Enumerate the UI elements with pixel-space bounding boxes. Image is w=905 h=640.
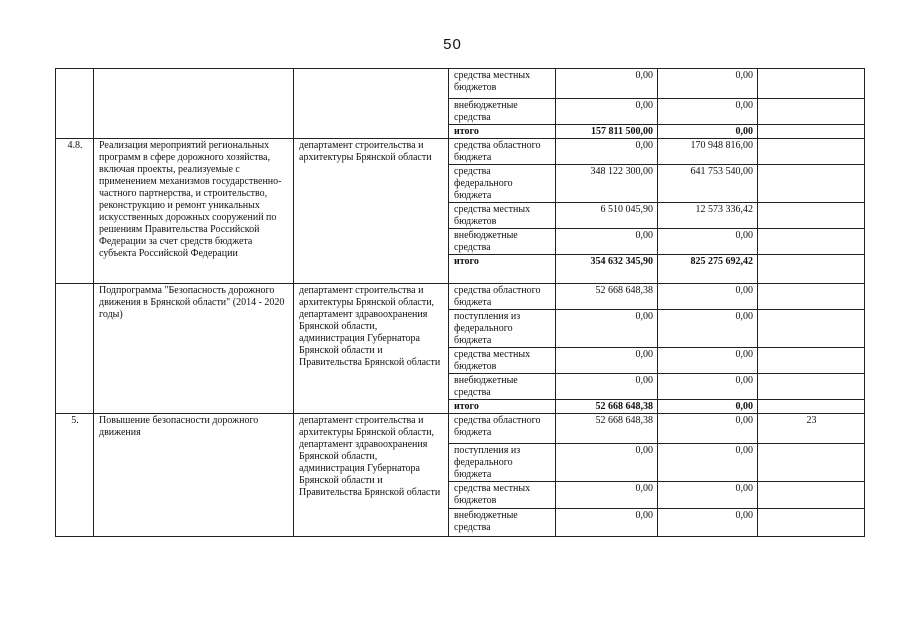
amount-year-2: 0,00 xyxy=(658,509,758,537)
budget-table xyxy=(55,68,865,537)
amount-year-2: 0,00 xyxy=(658,310,758,348)
amount-year-1: 52 668 648,38 xyxy=(556,400,658,414)
item-executor: департамент строительства и архитектуры Брянской области xyxy=(294,139,449,284)
indicator-value xyxy=(758,374,865,400)
amount-year-2: 825 275 692,42 xyxy=(658,255,758,284)
amount-year-1: 52 668 648,38 xyxy=(556,414,658,444)
amount-year-1: 0,00 xyxy=(556,310,658,348)
amount-year-2: 0,00 xyxy=(658,284,758,310)
item-name xyxy=(94,69,294,139)
funding-source: итого xyxy=(449,400,556,414)
table-row xyxy=(56,284,865,310)
funding-source: средства областного бюджета xyxy=(449,414,556,444)
item-executor: департамент строительства и архитектуры Брянской области, департамент здравоохранения Брянской области, администрация Губернатора Брянской области и Правительства Брянской области xyxy=(294,284,449,414)
amount-year-2: 12 573 336,42 xyxy=(658,203,758,229)
amount-year-1: 0,00 xyxy=(556,374,658,400)
amount-year-1: 348 122 300,00 xyxy=(556,165,658,203)
amount-year-2: 0,00 xyxy=(658,229,758,255)
page-number: 50 xyxy=(443,36,462,53)
funding-source: внебюджетные средства xyxy=(449,99,556,125)
amount-year-1: 0,00 xyxy=(556,69,658,99)
funding-source: внебюджетные средства xyxy=(449,374,556,400)
item-name: Повышение безопасности дорожного движения xyxy=(94,414,294,537)
funding-source: средства федерального бюджета xyxy=(449,165,556,203)
indicator-value xyxy=(758,348,865,374)
item-number: 4.8. xyxy=(56,139,94,284)
item-number xyxy=(56,69,94,139)
amount-year-2: 0,00 xyxy=(658,414,758,444)
amount-year-2: 0,00 xyxy=(658,69,758,99)
amount-year-2: 0,00 xyxy=(658,348,758,374)
indicator-value xyxy=(758,284,865,310)
amount-year-1: 0,00 xyxy=(556,444,658,482)
funding-source: средства областного бюджета xyxy=(449,139,556,165)
indicator-value xyxy=(758,125,865,139)
amount-year-2: 0,00 xyxy=(658,400,758,414)
indicator-value xyxy=(758,69,865,99)
funding-source: средства местных бюджетов xyxy=(449,482,556,509)
amount-year-1: 0,00 xyxy=(556,482,658,509)
funding-source: итого xyxy=(449,125,556,139)
amount-year-2: 0,00 xyxy=(658,482,758,509)
indicator-value xyxy=(758,165,865,203)
item-name: Подпрограмма "Безопасность дорожного движения в Брянской области" (2014 - 2020 годы) xyxy=(94,284,294,414)
amount-year-1: 157 811 500,00 xyxy=(556,125,658,139)
table-row xyxy=(56,414,865,444)
item-executor xyxy=(294,69,449,139)
amount-year-1: 6 510 045,90 xyxy=(556,203,658,229)
indicator-value xyxy=(758,509,865,537)
funding-source: средства областного бюджета xyxy=(449,284,556,310)
indicator-value xyxy=(758,99,865,125)
funding-source: внебюджетные средства xyxy=(449,509,556,537)
item-number: 5. xyxy=(56,414,94,537)
amount-year-1: 0,00 xyxy=(556,348,658,374)
amount-year-1: 52 668 648,38 xyxy=(556,284,658,310)
amount-year-2: 641 753 540,00 xyxy=(658,165,758,203)
amount-year-2: 170 948 816,00 xyxy=(658,139,758,165)
item-name: Реализация мероприятий региональных программ в сфере дорожного хозяйства, включая проекты, реализуемые с применением механизмов государственно-частного партнерства, и строительство, реконструкцию и ремонт уникальных искусственных дорожных сооружений по решениям Правительства Российской Федерации за счет средств бюджета субъекта Российской Федерации xyxy=(94,139,294,284)
funding-source: средства местных бюджетов xyxy=(449,203,556,229)
funding-source: поступления из федерального бюджета xyxy=(449,444,556,482)
amount-year-2: 0,00 xyxy=(658,374,758,400)
amount-year-2: 0,00 xyxy=(658,444,758,482)
funding-source: итого xyxy=(449,255,556,284)
indicator-value xyxy=(758,203,865,229)
indicator-value xyxy=(758,444,865,482)
budget-table-body xyxy=(56,69,865,537)
funding-source: внебюджетные средства xyxy=(449,229,556,255)
amount-year-1: 0,00 xyxy=(556,99,658,125)
funding-source: средства местных бюджетов xyxy=(449,69,556,99)
item-executor: департамент строительства и архитектуры Брянской области, департамент здравоохранения Брянской области, администрация Губернатора Брянской области и Правительства Брянской области xyxy=(294,414,449,537)
indicator-value xyxy=(758,482,865,509)
indicator-value xyxy=(758,310,865,348)
amount-year-2: 0,00 xyxy=(658,99,758,125)
amount-year-1: 0,00 xyxy=(556,139,658,165)
indicator-value: 23 xyxy=(758,414,865,444)
indicator-value xyxy=(758,229,865,255)
amount-year-1: 0,00 xyxy=(556,509,658,537)
indicator-value xyxy=(758,255,865,284)
item-number xyxy=(56,284,94,414)
indicator-value xyxy=(758,139,865,165)
amount-year-1: 354 632 345,90 xyxy=(556,255,658,284)
table-row xyxy=(56,139,865,165)
indicator-value xyxy=(758,400,865,414)
amount-year-1: 0,00 xyxy=(556,229,658,255)
funding-source: средства местных бюджетов xyxy=(449,348,556,374)
funding-source: поступления из федерального бюджета xyxy=(449,310,556,348)
table-row xyxy=(56,69,865,99)
amount-year-2: 0,00 xyxy=(658,125,758,139)
